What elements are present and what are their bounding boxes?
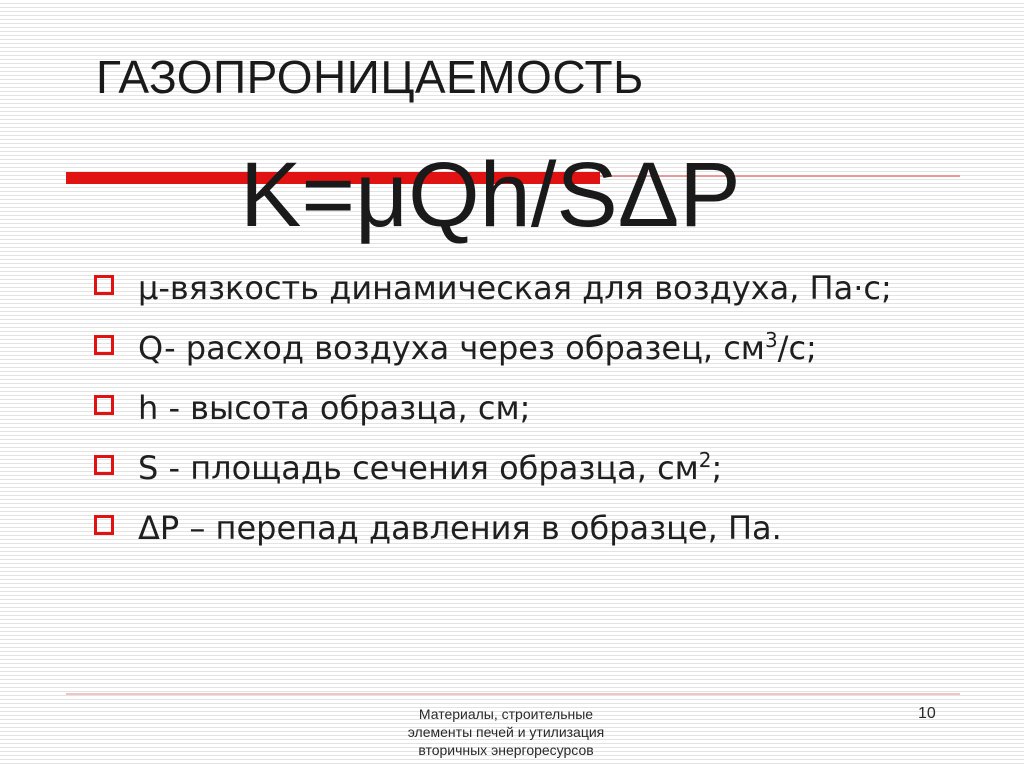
square-bullet-icon — [94, 515, 114, 535]
bullet-area — [92, 442, 972, 494]
bullet-tail: /с; — [777, 329, 817, 367]
bullet-pressure-drop — [92, 502, 972, 554]
slide-title: ГАЗОПРОНИЦАЕМОСТЬ — [96, 51, 644, 103]
bullet-text: Q- расход воздуха через образец, см — [138, 329, 765, 367]
bullet-text: ΔP – перепад давления в образце, Па. — [138, 509, 782, 547]
footer-caption — [356, 705, 656, 759]
square-bullet-icon — [94, 335, 114, 355]
bullet-flow-rate — [92, 322, 972, 374]
bullet-text: μ-вязкость динамическая для воздуха, Па·с; — [138, 269, 892, 307]
footer-line-3: вторичных энергоресурсов — [418, 742, 594, 758]
bullet-height — [92, 382, 972, 434]
bullet-list — [92, 262, 972, 562]
footer-line-2: элементы печей и утилизация — [407, 724, 605, 740]
bullet-viscosity — [92, 262, 972, 314]
bullet-text: S - площадь сечения образца, см — [138, 449, 699, 487]
superscript: 3 — [764, 328, 778, 352]
footer-divider — [66, 693, 960, 695]
formula: K=μQh/SΔP — [240, 144, 741, 246]
bullet-tail: ; — [711, 449, 723, 487]
square-bullet-icon — [94, 395, 114, 415]
square-bullet-icon — [94, 275, 114, 295]
page-number: 10 — [918, 705, 936, 722]
footer-line-1: Материалы, строительные — [418, 706, 594, 722]
bullet-text: h - высота образца, см; — [138, 389, 531, 427]
superscript: 2 — [698, 448, 712, 472]
square-bullet-icon — [94, 455, 114, 475]
